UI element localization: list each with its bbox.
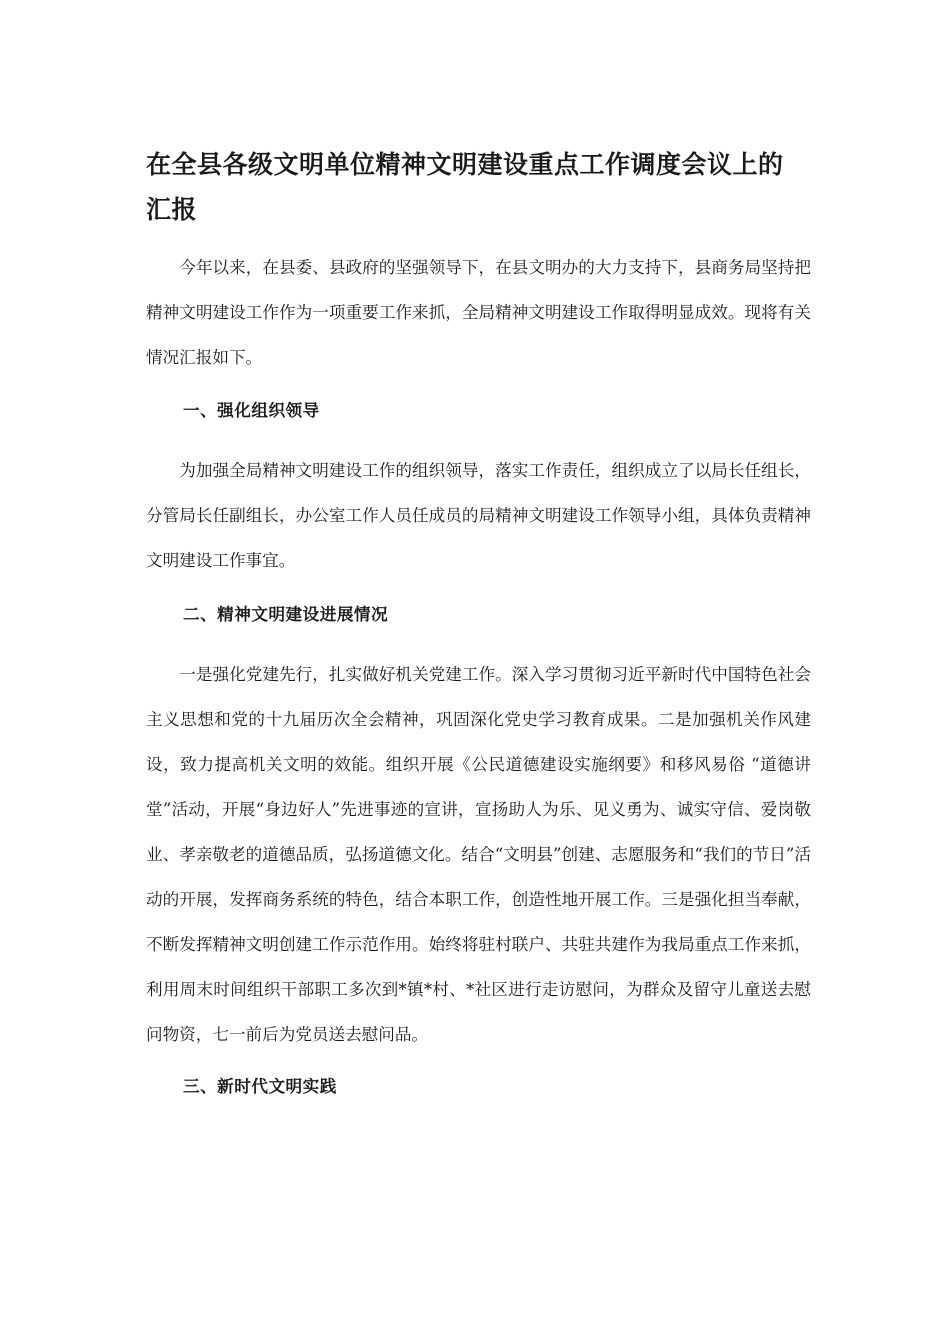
section-heading-2: 二、精神文明建设进展情况 xyxy=(183,605,389,624)
section-paragraph-2: 一是强化党建先行，扎实做好机关党建工作。深入学习贯彻习近平新时代中国特色社会主义思想和党的十九届历次全会精神，巩固深化党史学习教育成果。二是加强机关作风建设，致力提高机关文明的效能。组织开展《公民道德建设实施纲要》和移风易俗 “道德讲堂”活动，开展“身边好人”先进事迹的宣讲，宣扬助人为乐、见义勇为、诚实守信、爱岗敬业、孝亲敬老的道德品质，弘扬道德文化。结合“文明县”创建、志愿服务和“我们的节日”活动的开展，发挥商务系统的特色，结合本职工作，创造性地开展工作。三是强化担当奉献，不断发挥精神文明创建工作示范作用。始终将驻村联户、共驻共建作为我局重点工作来抓，利用周末时间组织干部职工多次到*镇*村、*社区进行走访慰问，为群众及留守儿童送去慰问物资，七一前后为党员送去慰问品。 xyxy=(146,665,811,1044)
section-heading-3: 三、新时代文明实践 xyxy=(183,1077,337,1096)
section-heading-1: 一、强化组织领导 xyxy=(183,401,320,420)
document-title: 在全县各级文明单位精神文明建设重点工作调度会议上的汇报 xyxy=(146,150,784,224)
section-paragraph-1: 为加强全局精神文明建设工作的组织领导，落实工作责任，组织成立了以局长任组长，分管局长任副组长，办公室工作人员任成员的局精神文明建设工作领导小组，具体负责精神文明建设工作事宜。 xyxy=(146,461,811,570)
intro-paragraph: 今年以来，在县委、县政府的坚强领导下，在县文明办的大力支持下，县商务局坚持把精神文明建设工作作为一项重要工作来抓，全局精神文明建设工作取得明显成效。现将有关情况汇报如下。 xyxy=(146,258,811,367)
